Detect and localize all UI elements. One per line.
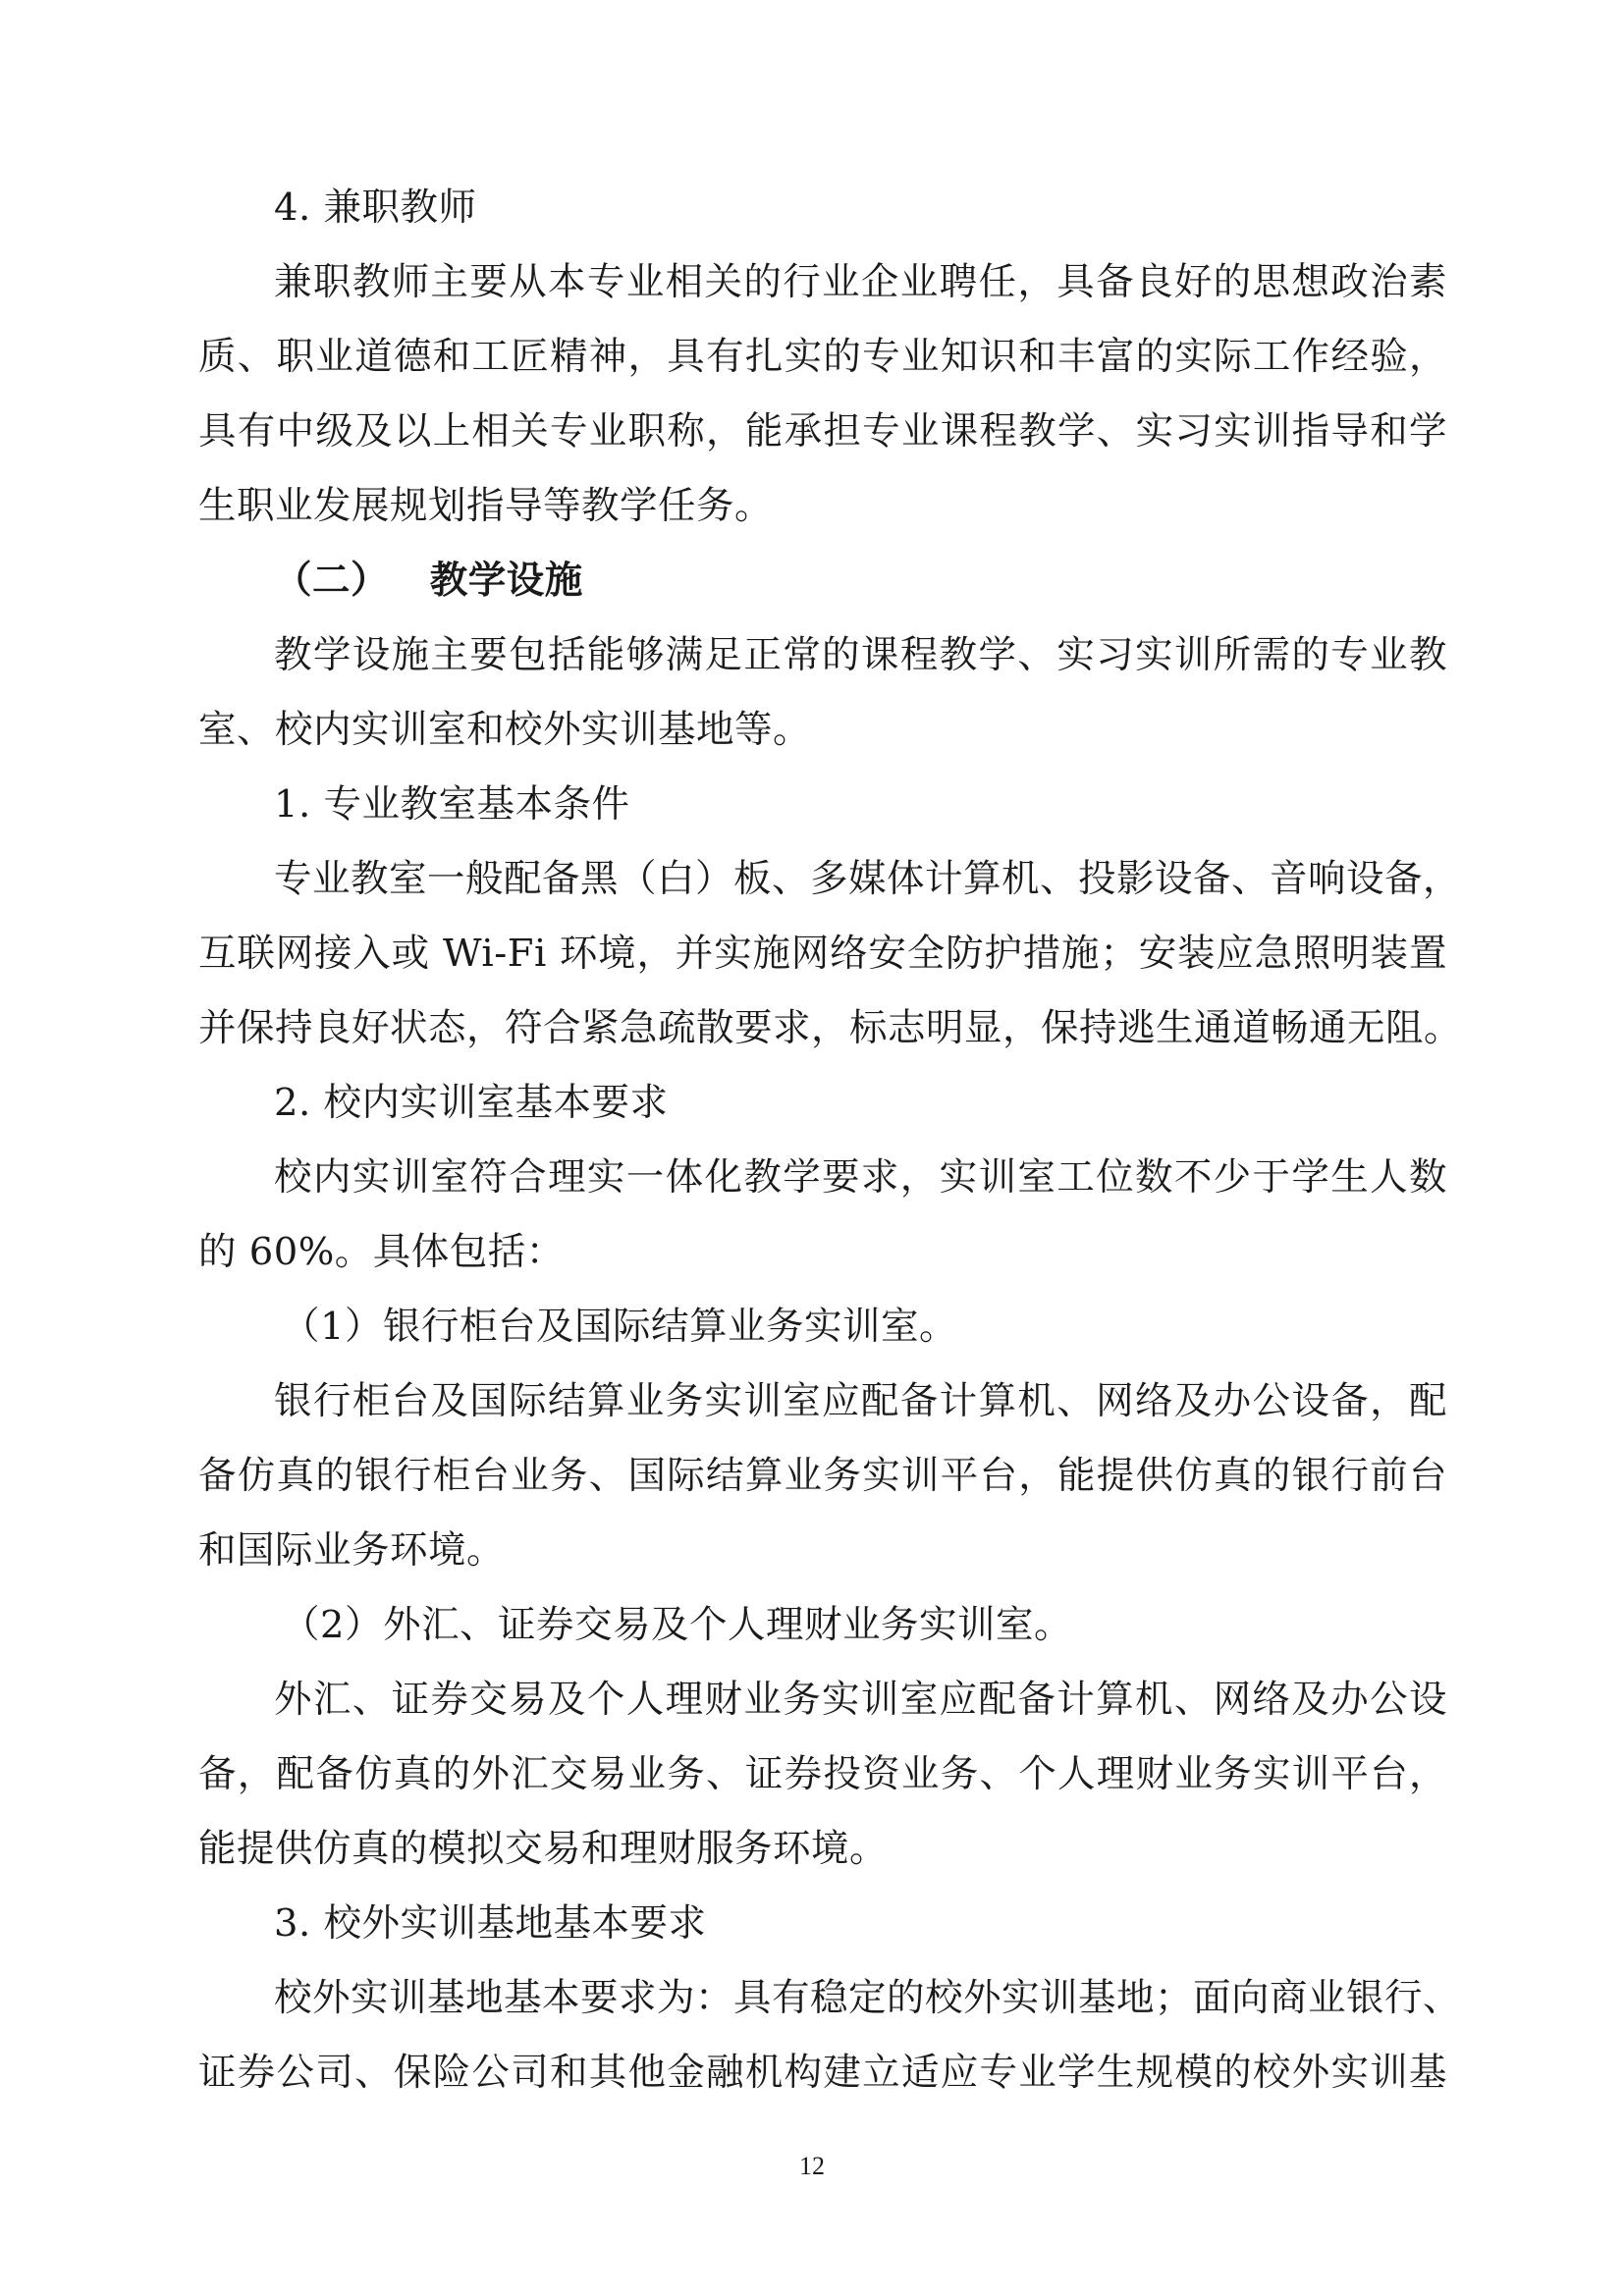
paragraph-line: 证券公司、保险公司和其他金融机构建立适应专业学生规模的校外实训基 (198, 2051, 1447, 2095)
paragraph-line: 专业教室一般配备黑（白）板、多媒体计算机、投影设备、音响设备， (274, 857, 1462, 901)
paragraph-line: 互联网接入或 Wi-Fi 环境，并实施网络安全防护措施；安装应急照明装置 (198, 932, 1447, 976)
paragraph-line: 室、校内实训室和校外实训基地等。 (198, 708, 812, 752)
section-title-classroom-conditions: 1. 专业教室基本条件 (274, 782, 630, 827)
paragraph-line: 具有中级及以上相关专业职称，能承担专业课程教学、实习实训指导和学 (198, 409, 1447, 454)
paragraph-line: 校外实训基地基本要求为：具有稳定的校外实训基地；面向商业银行、 (274, 1976, 1462, 2020)
paragraph-line: 并保持良好状态，符合紧急疏散要求，标志明显，保持逃生通道畅通无阻。 (198, 1006, 1463, 1050)
page-body (198, 186, 1463, 2128)
paragraph-line: 备，配备仿真的外汇交易业务、证券投资业务、个人理财业务实训平台， (198, 1752, 1447, 1796)
paragraph-line: 质、职业道德和工匠精神，具有扎实的专业知识和丰富的实际工作经验， (198, 335, 1447, 379)
paragraph-line: 银行柜台及国际结算业务实训室应配备计算机、网络及办公设备，配 (274, 1379, 1447, 1423)
list-item-forex-securities-lab: （2）外汇、证券交易及个人理财业务实训室。 (282, 1603, 1072, 1647)
paragraph-line: 和国际业务环境。 (198, 1528, 506, 1573)
section-title-part-time-teachers: 4. 兼职教师 (274, 186, 477, 230)
section-title-oncampus-training: 2. 校内实训室基本要求 (274, 1081, 669, 1125)
paragraph-line: 校内实训室符合理实一体化教学要求，实训室工位数不少于学生人数 (274, 1155, 1447, 1200)
section-heading-teaching-facilities: （二） 教学设施 (274, 559, 583, 603)
paragraph-line: 能提供仿真的模拟交易和理财服务环境。 (198, 1827, 889, 1871)
paragraph-line: 生职业发展规划指导等教学任务。 (198, 484, 774, 528)
paragraph-line: 兼职教师主要从本专业相关的行业企业聘任，具备良好的思想政治素 (274, 260, 1447, 304)
paragraph-line: 教学设施主要包括能够满足正常的课程教学、实习实训所需的专业教 (274, 633, 1447, 677)
paragraph-line: 备仿真的银行柜台业务、国际结算业务实训平台，能提供仿真的银行前台 (198, 1454, 1447, 1498)
list-item-bank-counter-lab: （1）银行柜台及国际结算业务实训室。 (282, 1305, 957, 1349)
paragraph-line: 外汇、证券交易及个人理财业务实训室应配备计算机、网络及办公设 (274, 1678, 1447, 1722)
section-title-offcampus-base: 3. 校外实训基地基本要求 (274, 1901, 707, 1946)
page-number: 12 (799, 2152, 825, 2180)
paragraph-line: 的 60%。具体包括： (198, 1230, 565, 1274)
